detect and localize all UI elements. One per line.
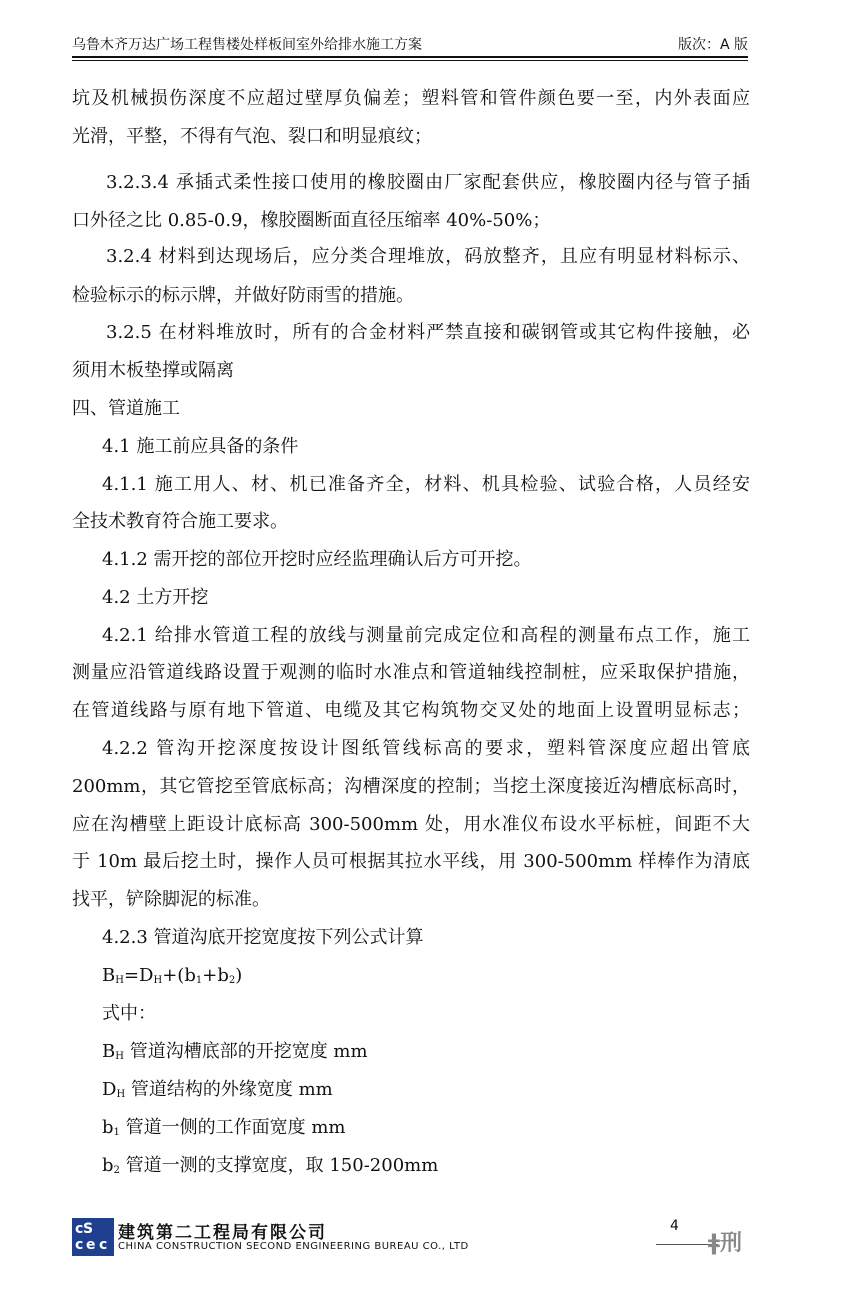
paragraph-line: 应在沟槽壁上距设计底标高 300-500mm 处，用水准仪布设水平标桩，间距不大 [72, 814, 750, 835]
paragraph-line: 3.2.4 材料到达现场后，应分类合理堆放，码放整齐，且应有明显材料标示、 [106, 246, 750, 267]
page-header [72, 34, 748, 58]
paragraph-line: 检验标示的标示牌，并做好防雨雪的措施。 [72, 285, 414, 306]
subsection-heading: 4.2 土方开挖 [102, 587, 209, 608]
version-label: 版次：A 版 [677, 37, 748, 53]
paragraph-line: 4.2.2 管沟开挖深度按设计图纸管线标高的要求，塑料管深度应超出管底 [102, 738, 750, 759]
paragraph-line: 4.2.1 给排水管道工程的放线与测量前完成定位和高程的测量布点工作，施工 [102, 625, 750, 646]
paragraph-line: 3.2.5 在材料堆放时，所有的合金材料严禁直接和碳钢管或其它构件接触，必 [106, 322, 750, 343]
paragraph-line: 4.1.1 施工用人、材、机已准备齐全，材料、机具检验、试验合格，人员经安 [102, 474, 750, 495]
header-rule-thin [72, 60, 748, 61]
section-heading: 四、管道施工 [72, 398, 180, 419]
formula: $B_H=D_H+(b_1+b_2)$ [102, 965, 243, 986]
paragraph-line: 光滑，平整，不得有气泡、裂口和明显痕纹； [72, 126, 432, 147]
variable-definition: $D_H$ 管道结构的外缘宽度 mm [102, 1079, 333, 1100]
paragraph-line: 须用木板垫撑或隔离 [72, 360, 234, 381]
company-logo: c S c e c [72, 1218, 114, 1256]
page-mark-icon: ǂ刑 [708, 1231, 742, 1256]
paragraph-line: 找平，铲除脚泥的标准。 [72, 889, 270, 910]
paragraph-line: 于 10m 最后挖土时，操作人员可根据其拉水平线，用 300-500mm 样棒作为清底 [72, 851, 750, 872]
variable-definition: $b_2$ 管道一测的支撑宽度，取 150-200mm [102, 1155, 439, 1176]
variable-definition: $b_1$ 管道一侧的工作面宽度 mm [102, 1117, 346, 1138]
page-number: 4 [670, 1218, 679, 1234]
company-name-en: CHINA CONSTRUCTION SECOND ENGINEERING BUREAU CO., LTD [118, 1241, 469, 1252]
page-footer [72, 1214, 752, 1264]
paragraph-line: 4.1.2 需开挖的部位开挖时应经监理确认后方可开挖。 [102, 549, 532, 570]
company-name-cn: 建筑第二工程局有限公司 [118, 1223, 327, 1243]
document-title: 乌鲁木齐万达广场工程售楼处样板间室外给排水施工方案 [72, 37, 422, 53]
variable-definition: $B_H$ 管道沟槽底部的开挖宽度 mm [102, 1041, 368, 1062]
paragraph-line: 全技术教育符合施工要求。 [72, 511, 288, 532]
paragraph-line: 200mm，其它管挖至管底标高；沟槽深度的控制；当挖土深度接近沟槽底标高时， [72, 776, 750, 797]
subsection-heading: 4.1 施工前应具备的条件 [102, 436, 299, 457]
paragraph-line: 4.2.3 管道沟底开挖宽度按下列公式计算 [102, 927, 424, 948]
paragraph-line: 口外径之比 0.85-0.9，橡胶圈断面直径压缩率 40%-50%； [72, 210, 551, 231]
paragraph-line: 3.2.3.4 承插式柔性接口使用的橡胶圈由厂家配套供应，橡胶圈内径与管子插 [106, 172, 750, 193]
paragraph-line: 式中： [102, 1003, 156, 1024]
paragraph-line: 测量应沿管道线路设置于观测的临时水准点和管道轴线控制桩，应采取保护措施， [72, 662, 750, 683]
header-rule [72, 56, 748, 58]
paragraph-line: 坑及机械损伤深度不应超过壁厚负偏差；塑料管和管件颜色要一至，内外表面应 [72, 88, 750, 109]
paragraph-line: 在管道线路与原有地下管道、电缆及其它构筑物交叉处的地面上设置明显标志； [72, 700, 750, 721]
